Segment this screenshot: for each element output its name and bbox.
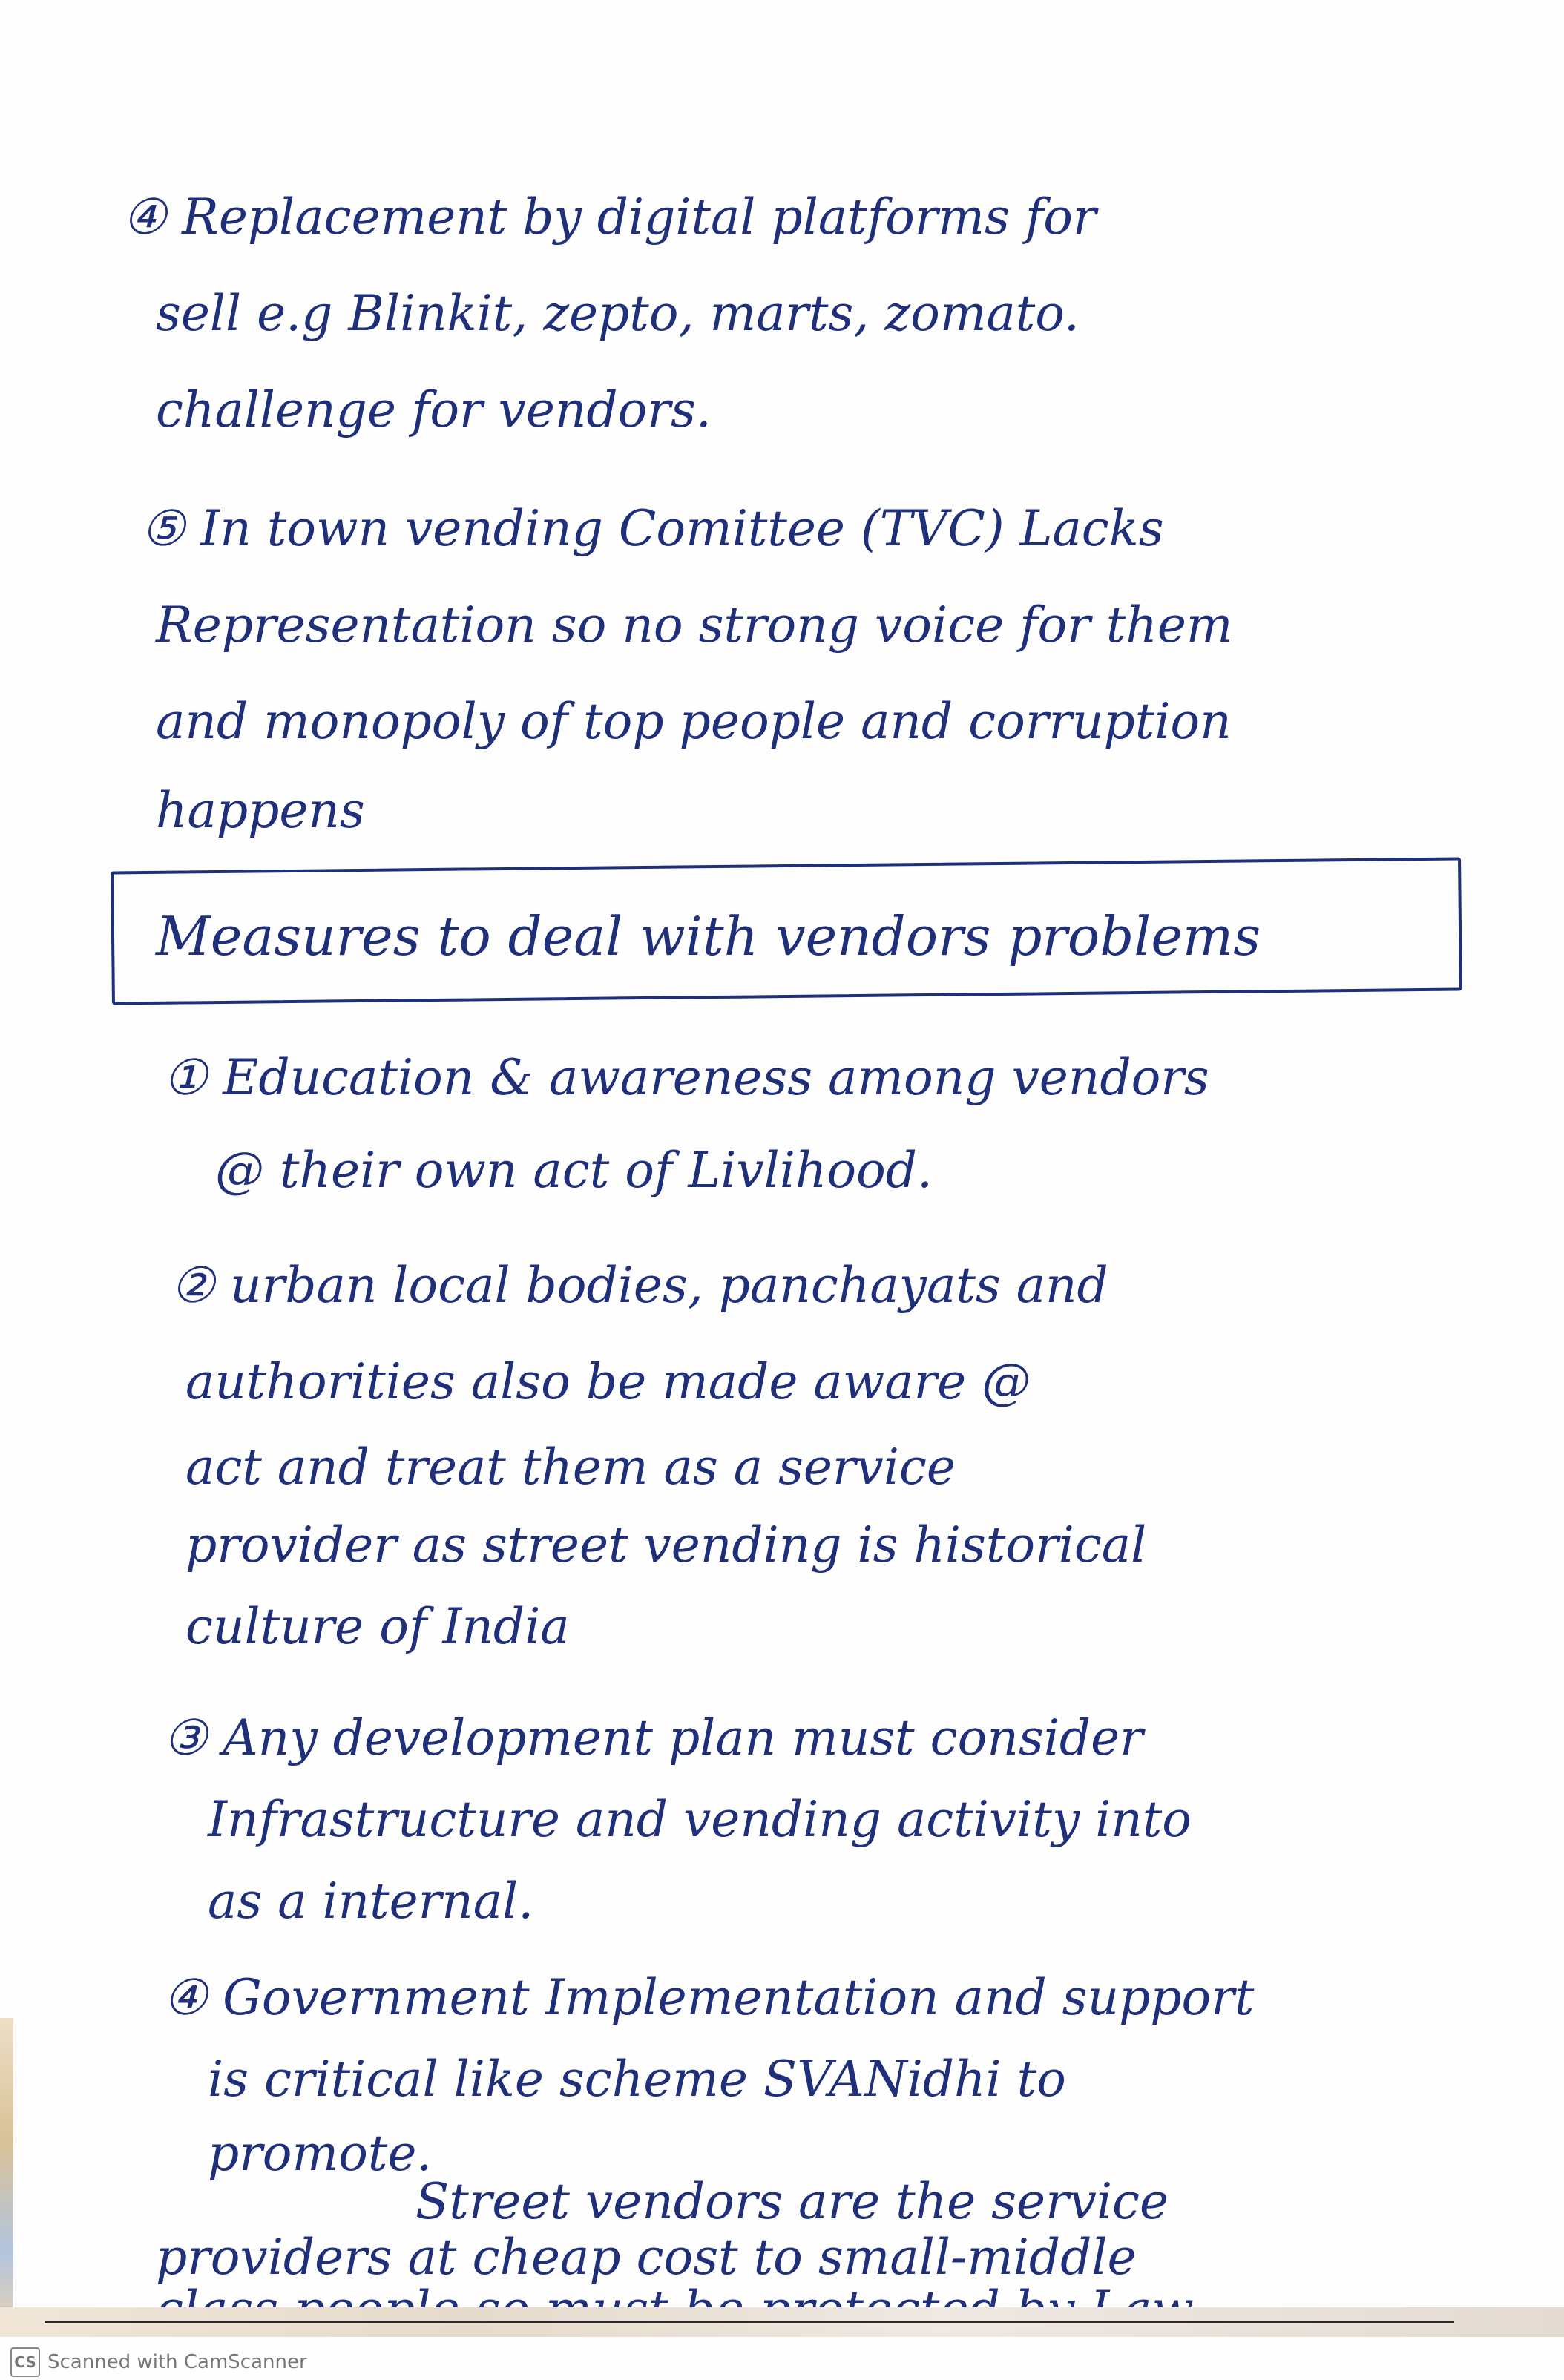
- scan-edge-artifact: [0, 2018, 13, 2330]
- note-line: ⑤ In town vending Comittee (TVC) Lacks: [141, 500, 1164, 557]
- note-line: happens: [156, 782, 365, 839]
- measure-line: ③ Any development plan must consider: [163, 1709, 1143, 1766]
- camscanner-logo-icon: CS: [10, 2347, 40, 2377]
- measure-line: Street vendors are the service: [415, 2173, 1169, 2230]
- measure-line: as a internal.: [208, 1873, 534, 1930]
- measure-line: @ their own act of Livlihood.: [215, 1142, 933, 1199]
- note-line: challenge for vendors.: [156, 381, 712, 438]
- scanner-credit: Scanned with CamScanner: [47, 2351, 307, 2373]
- measure-line: ② urban local bodies, panchayats and: [171, 1257, 1108, 1314]
- note-line: Representation so no strong voice for them: [156, 596, 1233, 654]
- measure-line: authorities also be made aware @: [185, 1353, 1031, 1410]
- measure-line: promote.: [208, 2125, 433, 2182]
- measure-line: ④ Government Implementation and support: [163, 1969, 1255, 2026]
- measure-line: act and treat them as a service: [185, 1439, 956, 1496]
- measure-line: Infrastructure and vending activity into: [208, 1791, 1192, 1848]
- note-line: and monopoly of top people and corruption: [156, 693, 1232, 750]
- measure-line: ① Education & awareness among vendors: [163, 1049, 1209, 1106]
- note-line: sell e.g Blinkit, zepto, marts, zomato.: [156, 285, 1080, 342]
- measure-line: culture of India: [185, 1598, 570, 1655]
- scanner-footer: [0, 2344, 456, 2380]
- measure-line: provider as street vending is historical: [185, 1516, 1147, 1574]
- measure-line: is critical like scheme SVANidhi to: [208, 2051, 1066, 2108]
- scan-bottom-line: [45, 2321, 1454, 2323]
- section-heading: Measures to deal with vendors problems: [156, 905, 1261, 967]
- measure-line: providers at cheap cost to small-middle: [156, 2229, 1137, 2286]
- note-line: ④ Replacement by digital platforms for: [122, 188, 1097, 246]
